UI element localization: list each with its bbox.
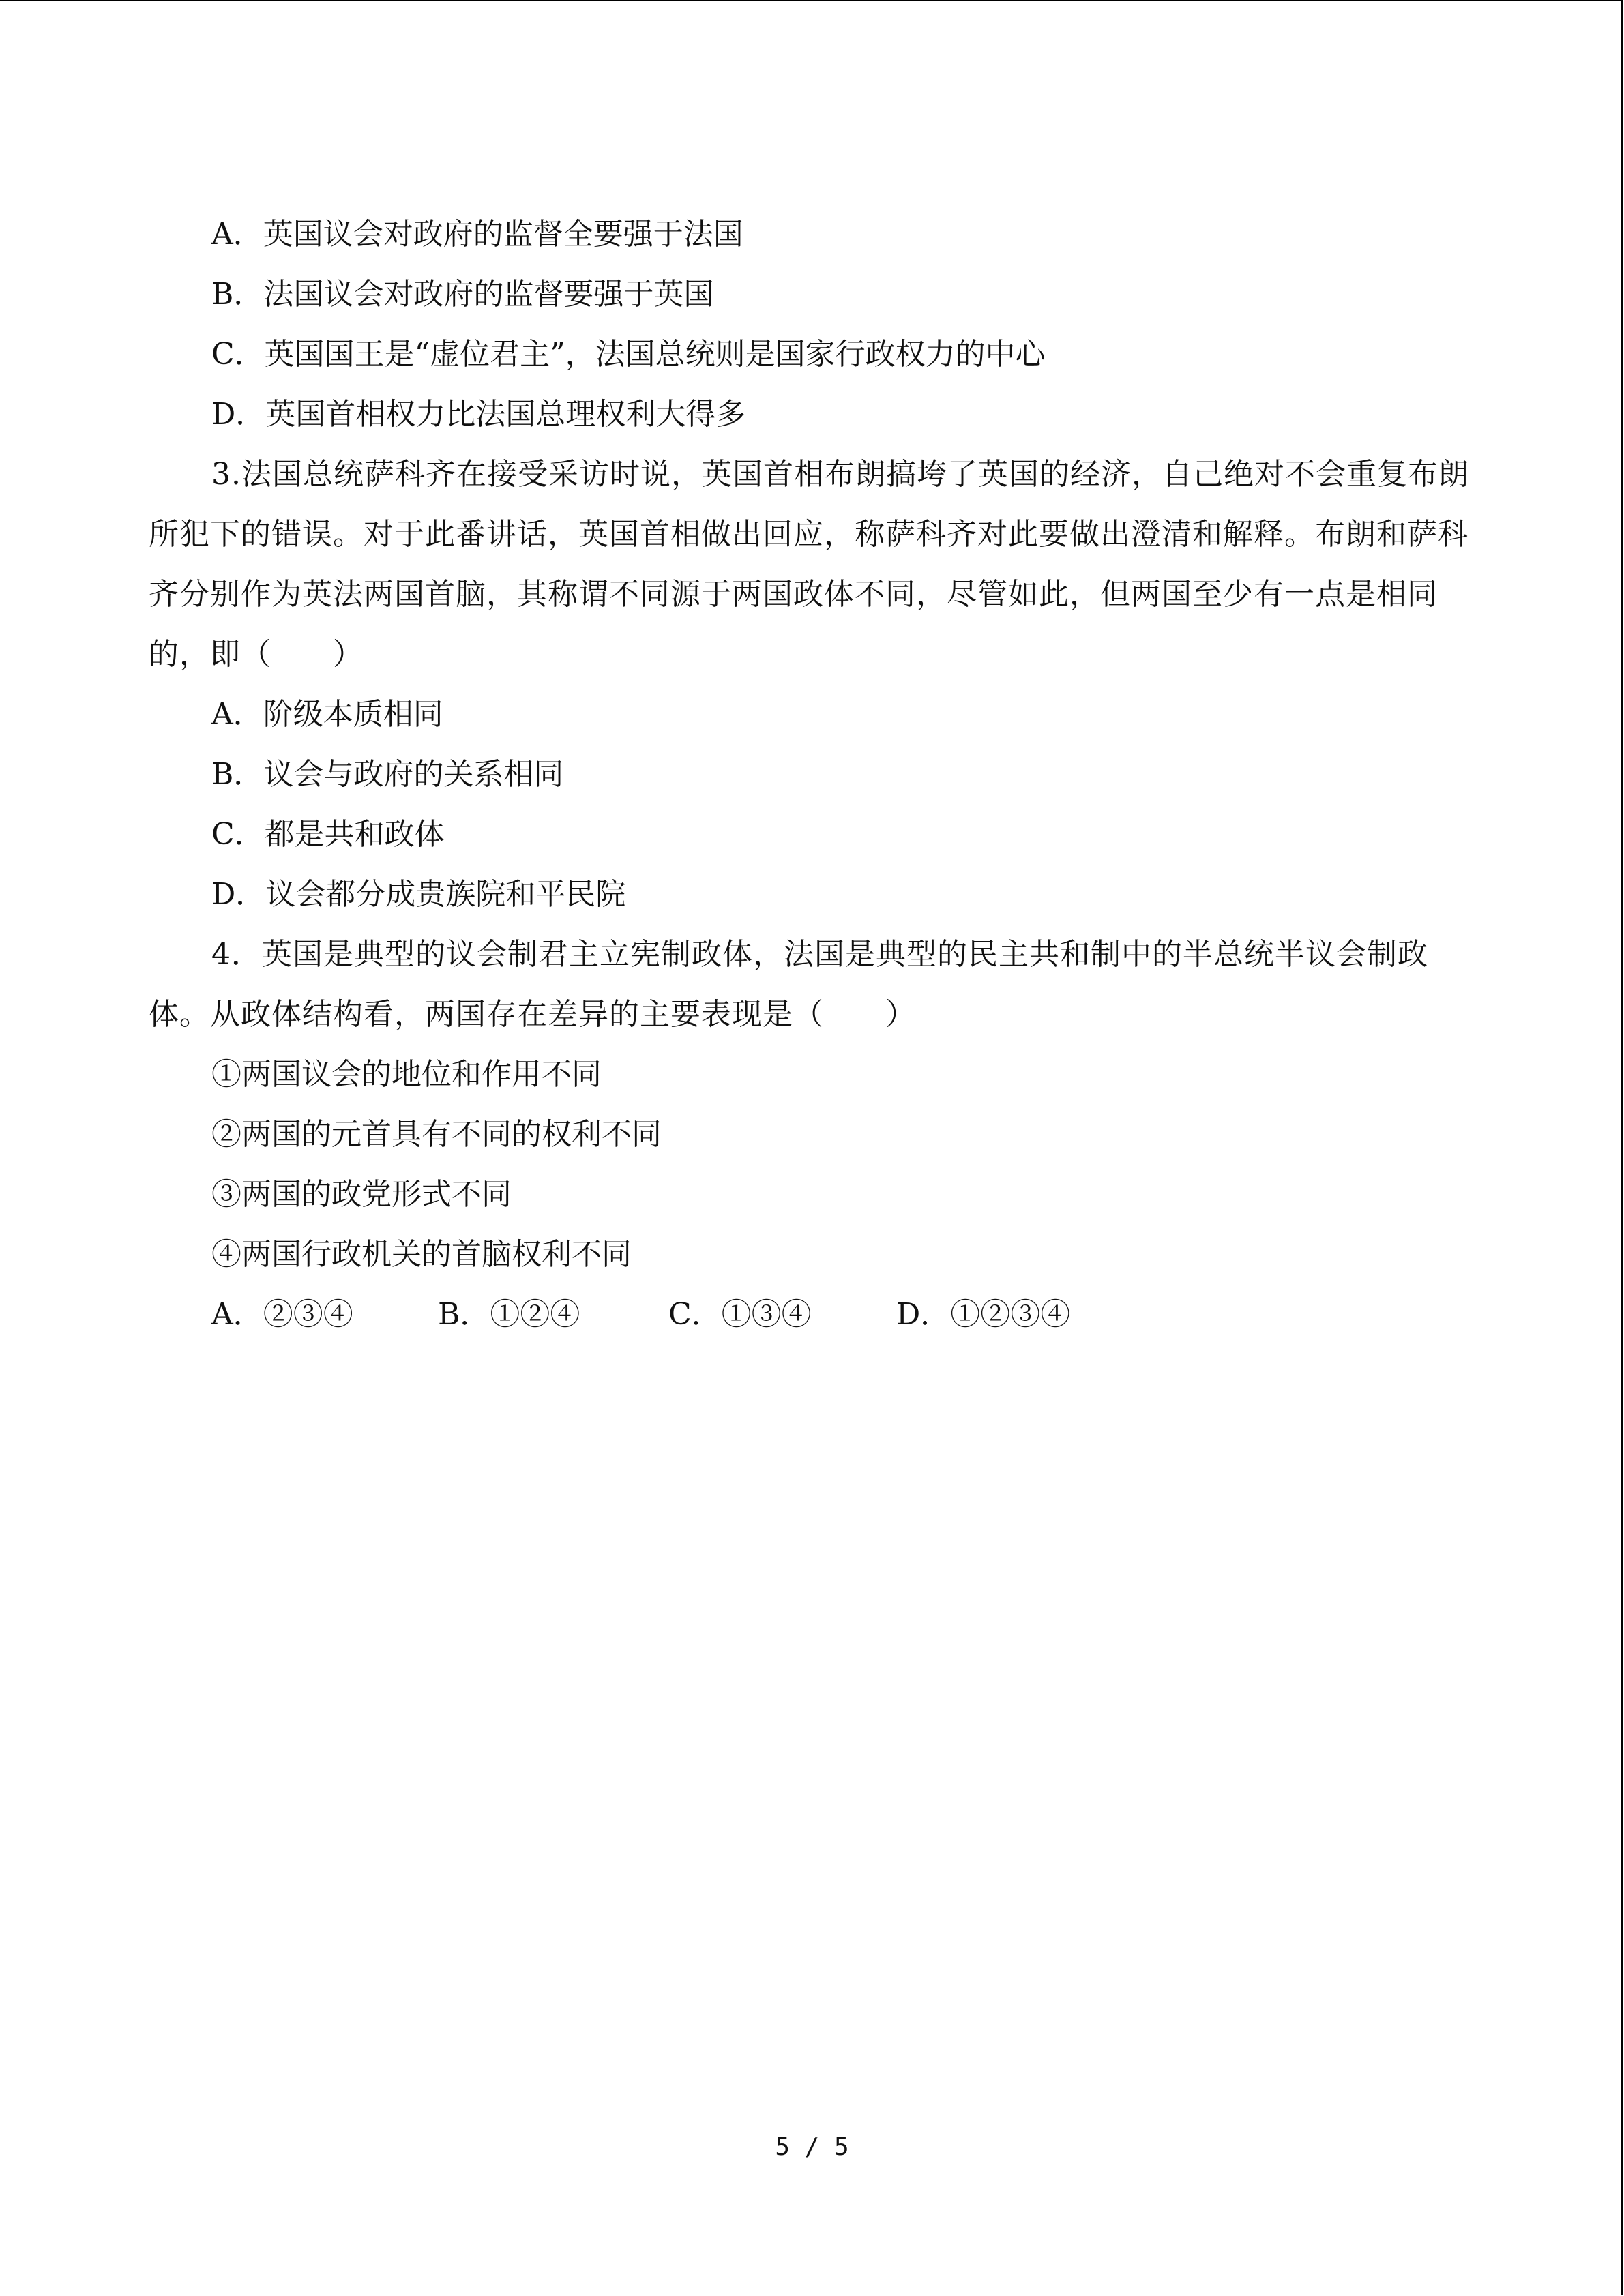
q4-statement-2: ②两国的元首具有不同的权利不同 — [211, 1117, 662, 1152]
q3-stem: 3.法国总统萨科齐在接受采访时说，英国首相布朗搞垮了英国的经济，自己绝对不会重复布朗所犯下的错误。对于此番讲话，英国首相做出回应，称萨科齐对此要做出澄清和解释。布朗和萨科齐分别作为英法两国首脑，其称谓不同源于两国政体不同，尽管如此，但两国至少有一点是相同的，即（ ） — [149, 457, 1469, 672]
document-body — [149, 205, 1479, 1345]
q4-option-b: B．①②④ — [438, 1297, 580, 1332]
q4-options-row — [149, 1285, 1479, 1345]
q4-option-d: D．①②③④ — [896, 1297, 1071, 1332]
q4-statement-3: ③两国的政党形式不同 — [211, 1177, 512, 1212]
page-number: 5 / 5 — [775, 2133, 849, 2161]
q3-option-b: B．议会与政府的关系相同 — [211, 757, 564, 792]
q2-option-c: C．英国国王是“虚位君主”，法国总统则是国家行政权力的中心 — [211, 337, 1046, 372]
q4-stem: 4．英国是典型的议会制君主立宪制政体，法国是典型的民主共和制中的半总统半议会制政体。从政体结构看，两国存在差异的主要表现是（ ） — [149, 937, 1428, 1032]
q3-option-c: C．都是共和政体 — [211, 817, 445, 852]
q2-option-b: B．法国议会对政府的监督要强于英国 — [211, 277, 714, 312]
q4-option-c: C．①③④ — [668, 1297, 812, 1332]
q2-option-a: A．英国议会对政府的监督全要强于法国 — [211, 217, 743, 252]
q2-option-d: D．英国首相权力比法国总理权利大得多 — [211, 397, 746, 432]
q3-option-a: A．阶级本质相同 — [211, 697, 443, 732]
q4-statement-4: ④两国行政机关的首脑权利不同 — [211, 1237, 632, 1272]
q4-statement-1: ①两国议会的地位和作用不同 — [211, 1057, 602, 1092]
q3-option-d: D．议会都分成贵族院和平民院 — [211, 877, 626, 912]
q4-option-a: A．②③④ — [211, 1297, 353, 1332]
